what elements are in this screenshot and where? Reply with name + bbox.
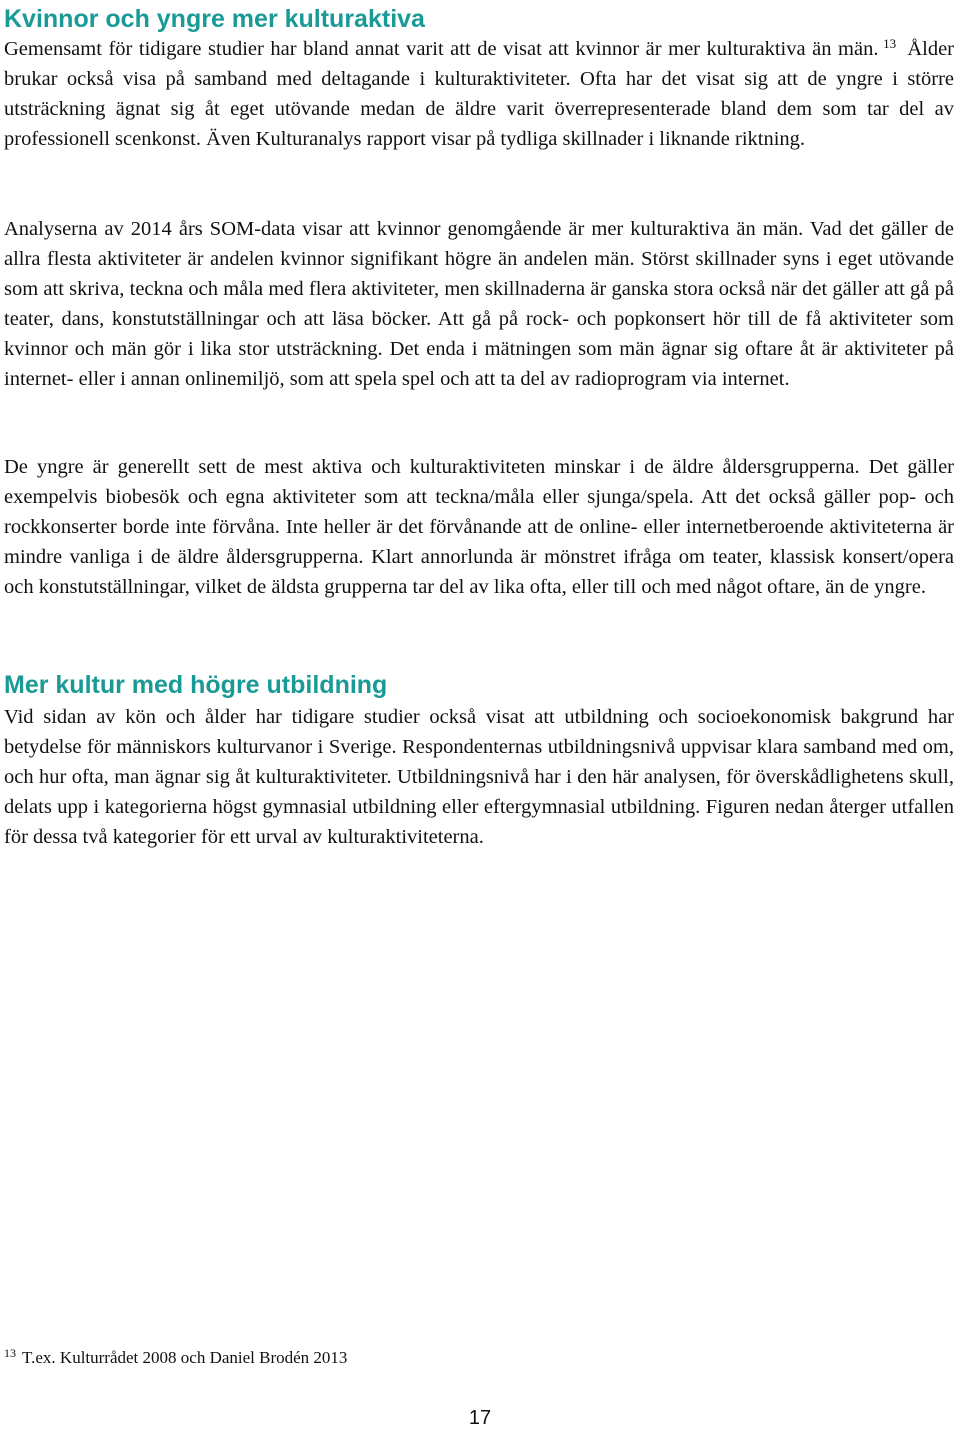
paragraph-1: [4, 34, 954, 154]
paragraph-3: De yngre är generellt sett de mest aktiva och kulturaktiviteten minskar i de äldre åldersgrupperna. Det gäller exempelvis biobesök och egna aktiviteter som att teckna/måla eller sjunga/spela. Att det också gäller pop- och rockkonserter borde inte förvåna. Inte heller är det förvånande att de online- eller internetberoende aktiviteterna är mindre vanliga i de äldre åldersgrupperna. Klart annorlunda är mönstret ifråga om teater, klassisk konsert/opera och konstutställningar, vilket de äldsta grupperna tar del av lika ofta, eller till och med något oftare, än de yngre.: [4, 456, 954, 599]
section-heading-women-youth: Kvinnor och yngre mer kulturaktiva: [4, 5, 425, 33]
footnote-mark: 13: [4, 1346, 16, 1360]
footnote-reference: 13: [883, 36, 897, 51]
paragraph-4: Vid sidan av kön och ålder har tidigare studier också visat att utbildning och socioekonomisk bakgrund har betydelse för människors kulturvanor i Sverige. Respondenternas utbildningsnivå uppvisar klara samband med om, och hur ofta, man ägnar sig åt kulturaktiviteter. Utbildningsnivå har i den här analysen, för överskådlighetens skull, delats upp i kategorierna högst gymnasial utbildning eller eftergymnasial utbildning. Figuren nedan återger utfallen för dessa två kategorier för ett urval av kulturaktiviteterna.: [4, 706, 954, 849]
footnote-text: T.ex. Kulturrådet 2008 och Daniel Brodén 2013: [22, 1348, 348, 1367]
paragraph-1-text-b: Ålder brukar också visa på samband med deltagande i kulturaktiviteter. Ofta har det visat sig att de yngre i större utsträckning ägnat sig åt eget utövande medan de äldre varit överrepresenterade bland dem som tar del av professionell scenkonst. Även Kulturanalys rapport visar på tydliga skillnader i liknande riktning.: [4, 38, 955, 151]
paragraph-1-text-a: Gemensamt för tidigare studier har bland annat varit att de visat att kvinnor är mer kulturaktiva än män.: [4, 38, 879, 60]
footnote: [4, 1347, 347, 1369]
paragraph-2: Analyserna av 2014 års SOM-data visar att kvinnor genomgående är mer kulturaktiva än män. Vad det gäller de allra flesta aktiviteter är andelen kvinnor signifikant högre än andelen män. Störst skillnader syns i eget utövande som att skriva, teckna och måla med flera aktiviteter, men skillnaderna är ganska stora också när det gäller att gå på teater, dans, konstutställningar och att läsa böcker. Att gå på rock- och popkonsert hör till de få aktiviteter som kvinnor och män gör i lika stor utsträckning. Det enda i mätningen som män ägnar sig oftare åt är aktiviteter på internet- eller i annan onlinemiljö, som att spela spel och att ta del av radioprogram via internet.: [4, 218, 954, 391]
page-number: 17: [468, 1407, 492, 1429]
section-heading-education: Mer kultur med högre utbildning: [4, 671, 388, 699]
